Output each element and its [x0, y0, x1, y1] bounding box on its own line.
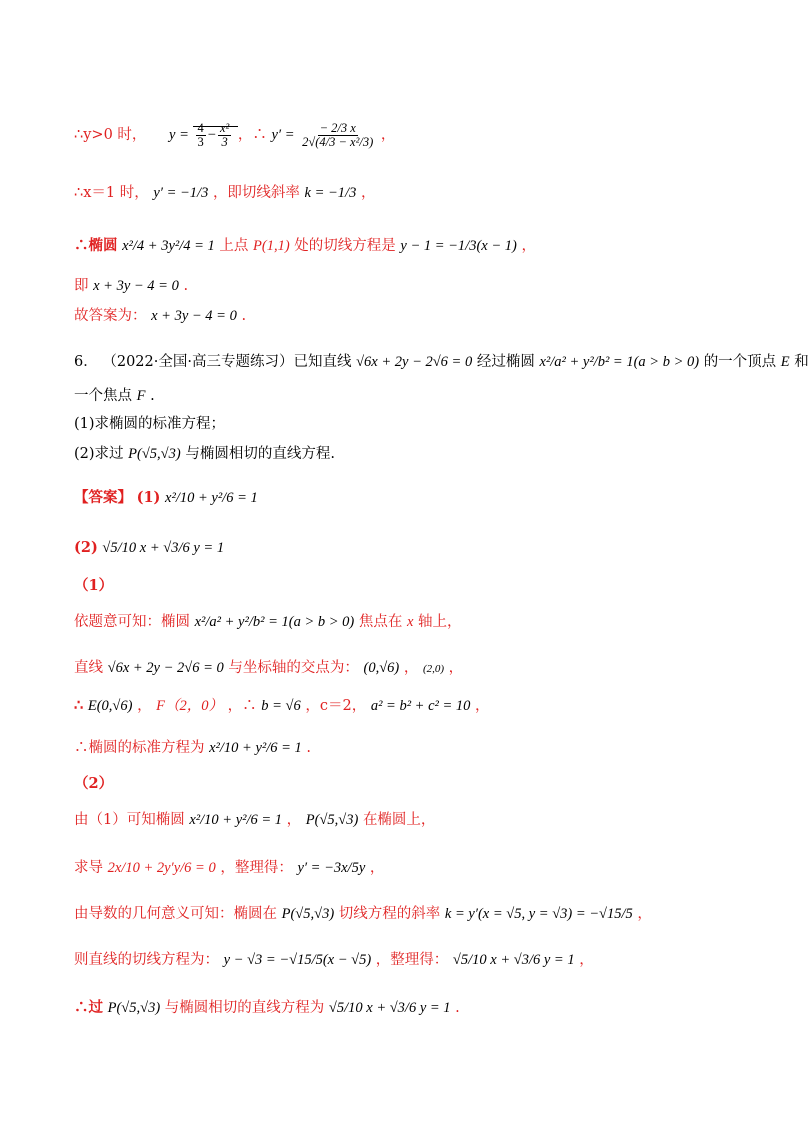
text-segment: .: [306, 740, 312, 756]
variable: F: [136, 388, 146, 404]
solution-part-1-line-2: [74, 658, 740, 679]
text-segment: ∴x＝1 时，: [74, 185, 149, 201]
solution-part-2-line-1: [74, 810, 740, 830]
text-segment: 轴上，: [418, 614, 462, 630]
formula: √5/10 x + √3/6 y = 1: [452, 952, 575, 968]
point-label: (0,√6): [363, 660, 400, 676]
formula-text: y =: [169, 126, 189, 143]
text-segment: ，: [403, 660, 419, 676]
text-segment: 由导数的几何意义可知：椭圆在: [74, 906, 277, 922]
text-segment: ，: [521, 238, 536, 254]
question-source: （2022·全国·高三专题练习）已知直线: [102, 354, 352, 370]
formula: √5/10 x + √3/6 y = 1: [102, 540, 225, 556]
text-segment: ∴y>0 时，: [74, 126, 147, 143]
formula: x²/10 + y²/6 = 1: [165, 490, 258, 506]
frac-num: 4: [197, 121, 204, 135]
formula: x²/4 + 3y²/4 = 1: [122, 238, 215, 254]
text-segment: ，整理得：: [220, 860, 293, 876]
text-segment: .: [241, 308, 247, 324]
text-segment: ，: [369, 860, 385, 876]
text-segment: 求导: [74, 860, 103, 876]
question-6-line-1: [74, 352, 809, 372]
point-label: P(√5,√3): [281, 906, 335, 922]
formula-y: [169, 121, 238, 150]
solution-line-2: [74, 183, 740, 203]
text-segment: ∴过: [74, 999, 103, 1016]
formula: x + 3y − 4 = 0: [151, 308, 237, 324]
text-segment: ，: [360, 185, 376, 201]
solution-line-4: [74, 276, 740, 296]
text-segment: ，c＝2，: [305, 698, 367, 714]
text-segment: 即: [74, 278, 89, 294]
formula: y′ = −1/3: [153, 185, 209, 201]
formula: x²/10 + y²/6 = 1: [209, 740, 302, 756]
frac-num: − 2/3 x: [319, 121, 356, 135]
text-segment: 和: [794, 354, 809, 370]
frac-den: 2√(4/3 − x²/3): [302, 135, 374, 150]
text-segment: .: [455, 1000, 460, 1016]
text-segment: ，∴: [237, 126, 267, 143]
point-label: P(√5,√3): [128, 446, 181, 462]
text-segment: ，∴: [227, 698, 257, 714]
text-segment: ∴椭圆: [74, 237, 118, 254]
sqrt-expression: $\frac{4}{3}$ − $\frac{\text{x²}}{3}$: [193, 126, 238, 143]
text-segment: ，整理得：: [375, 952, 449, 968]
formula: k = −1/3: [304, 185, 357, 201]
text-segment: ，即切线斜率: [212, 185, 300, 201]
solution-part-1-header: [74, 576, 740, 596]
text-segment: 依题意可知：椭圆: [74, 614, 190, 630]
formula: √6x + 2y − 2√6 = 0: [107, 660, 224, 676]
solution-part-2-header: [74, 774, 740, 794]
text-segment: 则直线的切线方程为：: [74, 952, 219, 968]
solution-part-2-line-3: [74, 904, 740, 924]
text-segment: .: [150, 388, 155, 404]
text-segment: .: [183, 278, 189, 294]
formula: y′ = −3x/5y: [297, 860, 366, 876]
text-segment: 焦点在: [358, 614, 403, 630]
formula: x²/10 + y²/6 = 1: [189, 812, 283, 828]
text-segment: 一个焦点: [74, 388, 132, 404]
text-segment: 与椭圆相切的直线方程为: [164, 1000, 325, 1016]
text-segment: 在椭圆上，: [362, 812, 436, 828]
frac-num: x²: [219, 121, 230, 135]
solution-part-2-line-2: [74, 858, 740, 878]
solution-part-2-line-4: [74, 950, 740, 970]
text-segment: （1）: [74, 577, 114, 594]
formula: √6x + 2y − 2√6 = 0: [356, 354, 473, 370]
text-segment: (1): [136, 489, 161, 506]
solution-part-1-line-4: [74, 738, 740, 758]
text-segment: ，: [137, 698, 152, 714]
text-segment: ，: [448, 660, 464, 676]
text-segment: ，: [637, 906, 652, 922]
solution-line-1: [74, 122, 740, 149]
answer-part-2: [74, 538, 740, 558]
point-label: F（2，0）: [156, 698, 224, 714]
text-segment: 经过椭圆: [476, 354, 535, 370]
point-label: (2,0): [422, 663, 445, 675]
answer-part-1: [74, 488, 740, 508]
variable: x: [406, 614, 414, 630]
text-segment: （2）: [74, 775, 114, 792]
variable: E: [780, 354, 790, 370]
point-label: P(√5,√3): [305, 812, 359, 828]
text-segment: 切线方程的斜率: [338, 906, 441, 922]
formula: b = √6: [261, 698, 301, 714]
text-segment: ，: [475, 698, 490, 714]
formula-text: y′ =: [271, 126, 295, 143]
solution-part-1-line-3: [74, 696, 740, 716]
text-segment: 由（1）可知椭圆: [74, 812, 185, 828]
text-segment: (1)求椭圆的标准方程；: [74, 416, 226, 432]
formula: y − 1 = −1/3(x − 1): [400, 238, 517, 254]
formula: x + 3y − 4 = 0: [93, 278, 179, 294]
text-segment: ∴: [74, 697, 84, 714]
answer-label: 【答案】: [74, 489, 132, 506]
question-6-line-2: [74, 386, 740, 406]
text-segment: ，: [579, 952, 594, 968]
question-number: 6．: [74, 354, 98, 370]
answer-line: [74, 306, 740, 326]
question-6-part-2: [74, 444, 740, 464]
text-segment: 直线: [74, 660, 103, 676]
text-segment: 的一个顶点: [703, 354, 777, 370]
text-segment: ∴椭圆的标准方程为: [74, 740, 205, 756]
frac-den: 3: [197, 135, 204, 150]
formula: √5/10 x + √3/6 y = 1: [328, 1000, 451, 1016]
point-label: P(√5,√3): [107, 1000, 161, 1016]
solution-part-1-line-1: [74, 612, 740, 632]
formula-y-prime: [271, 121, 380, 150]
formula: y − √3 = −√15/5(x − √5): [223, 952, 372, 968]
text-segment: ，: [286, 812, 302, 828]
solution-part-2-line-5: [74, 998, 740, 1018]
formula: x²/a² + y²/b² = 1(a > b > 0): [194, 614, 355, 630]
text-segment: 故答案为：: [74, 308, 147, 324]
point-label: E(0,√6): [87, 698, 133, 714]
formula: 2x/10 + 2y′y/6 = 0: [107, 860, 216, 876]
text-segment: 处的切线方程是: [294, 238, 396, 254]
text-segment: 与坐标轴的交点为：: [228, 660, 359, 676]
frac-den: 3: [221, 135, 228, 150]
text-segment: ，: [380, 126, 396, 143]
text-segment: 上点: [219, 238, 249, 254]
solution-line-3: [74, 236, 740, 256]
formula: x²/a² + y²/b² = 1(a > b > 0): [539, 354, 700, 370]
formula: k = y′(x = √5, y = √3) = −√15/5: [444, 906, 633, 922]
text-segment: (2): [74, 539, 98, 556]
point-label: P(1,1): [253, 238, 290, 254]
text-segment: 与椭圆相切的直线方程.: [185, 446, 335, 462]
question-6-part-1: [74, 414, 740, 434]
formula: a² = b² + c² = 10: [370, 698, 471, 714]
text-segment: (2)求过: [74, 446, 124, 462]
